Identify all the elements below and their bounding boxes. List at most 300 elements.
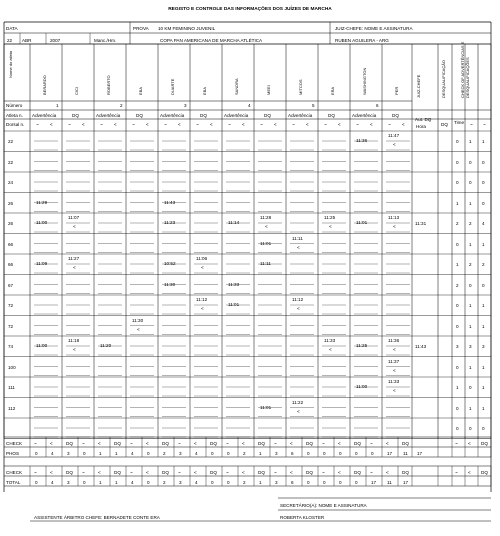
athlete-total: 1: [469, 139, 472, 144]
lt-label: <: [210, 122, 213, 127]
secretario-value: ROBERTA KLOSTER: [280, 515, 325, 520]
athlete-total: 1: [469, 364, 472, 370]
judge-name: EBA: [138, 86, 143, 95]
footer-phos-cell: 6: [291, 451, 294, 456]
footer-total-cell: 6: [291, 480, 294, 485]
mark-time: 11:23: [164, 220, 176, 225]
footer-phos-cell: 11: [403, 451, 408, 456]
athlete-total: 0: [482, 282, 485, 288]
mark-time: 11:18: [68, 338, 80, 343]
athlete-total: 3: [469, 344, 472, 349]
athlete-dorsal: 26: [8, 221, 14, 226]
athlete-total: 3: [482, 344, 485, 349]
mark-symbol: <: [393, 367, 396, 373]
footer-total-label: TOTAL: [6, 480, 21, 485]
footer-check-cell: ~: [34, 470, 37, 475]
mark-time: 11:47: [388, 133, 400, 138]
athlete-dorsal: 100: [8, 364, 16, 370]
footer-check-cell: ~: [455, 441, 458, 446]
lt-label: <: [82, 122, 85, 127]
mark-symbol: <: [393, 142, 396, 147]
footer-total-cell: 3: [179, 480, 182, 485]
lt-label: <: [306, 122, 309, 127]
footer-check-cell: DQ: [210, 470, 217, 475]
athlete-name-header: Nome do atleta: [8, 50, 13, 78]
footer-check-cell: ~: [455, 470, 458, 475]
footer-phos-cell: 3: [179, 451, 182, 456]
hora-label: Hora: [416, 124, 426, 129]
footer-phos-cell: 17: [387, 451, 393, 456]
footer-total-cell: 0: [339, 480, 342, 485]
mark-time: 11:07: [68, 215, 80, 220]
mark-symbol: <: [73, 347, 76, 352]
athlete-total: 0: [469, 385, 472, 390]
athlete-total: 0: [456, 139, 459, 144]
footer-phos-cell: 0: [35, 451, 38, 456]
footer-phos-cell: 0: [307, 451, 310, 456]
mark-time: 11:33: [324, 338, 336, 343]
athlete-total: 0: [482, 159, 485, 165]
footer-phos-cell: 1: [99, 451, 102, 456]
footer-total-cell: 2: [243, 480, 246, 485]
judge-number: 3: [184, 103, 187, 108]
lt-label: <: [178, 122, 181, 127]
mark-time: 11:01: [356, 220, 368, 225]
footer-check-cell: DQ: [481, 470, 488, 475]
athlete-total: 1: [482, 385, 485, 390]
footer-check-cell: <: [386, 441, 389, 446]
mark-symbol: <: [297, 306, 300, 311]
atleta-label: Atleta n.: [6, 113, 23, 118]
judge-name: CICI: [74, 87, 79, 95]
footer-check-cell: DQ: [402, 441, 409, 446]
athlete-total: 1: [456, 200, 459, 206]
form-title: REGISTO E CONTROLE DAS INFORMAÇÕES DOS JUÍZES DE MARCHA: [168, 7, 332, 12]
mark-time: 11:29: [36, 199, 48, 205]
dq-label: DQ: [392, 113, 399, 118]
athlete-dorsal: 22: [8, 159, 14, 165]
footer-check2-label: CHECK: [6, 470, 23, 475]
athlete-total: 0: [456, 303, 459, 308]
mark-symbol: <: [73, 265, 76, 270]
lt-label: <: [114, 122, 117, 127]
judge-name: BERARDO: [42, 75, 47, 95]
lt-label: <: [402, 122, 405, 127]
footer-check-cell: DQ: [210, 441, 217, 446]
mark-time: 11:11: [260, 261, 271, 266]
mark-time: 11:00: [36, 220, 48, 225]
athlete-total: 2: [482, 262, 485, 267]
judge-number: 5: [312, 103, 315, 108]
footer-check-cell: ~: [130, 470, 133, 475]
athlete-total: 1: [482, 303, 485, 308]
judge-number: 2: [120, 103, 123, 108]
prova-value: 10 KM FEMININO JUVENIL: [158, 26, 216, 31]
mark-symbol: <: [73, 224, 76, 229]
athlete-dorsal: 74: [8, 344, 14, 349]
mark-time: 11:22: [292, 399, 304, 405]
athlete-total: 2: [469, 221, 472, 226]
tilde-label: ~: [164, 122, 167, 127]
mark-symbol: <: [265, 224, 268, 229]
tilde-label: ~: [36, 122, 39, 127]
judge-number: 6: [376, 103, 379, 108]
check-header: CHECK OF ADVERTÊNCIAS E DESQUALIFICAÇÕES: [460, 41, 470, 98]
footer-phos-cell: 2: [243, 451, 246, 456]
footer-check-cell: ~: [82, 441, 85, 446]
mark-symbol: <: [393, 224, 396, 229]
footer-phos-cell: 3: [275, 451, 278, 456]
footer-phos-cell: 0: [211, 451, 214, 456]
athlete-total: 4: [482, 221, 485, 226]
athlete-dorsal: 72: [8, 303, 14, 308]
footer-check-cell: <: [338, 441, 341, 446]
athlete-dorsal: 111: [8, 385, 15, 390]
footer-check-cell: <: [290, 470, 293, 475]
footer-check-cell: ~: [274, 441, 277, 446]
dq-label: DQ: [328, 113, 335, 118]
dq-label: DQ: [136, 113, 143, 118]
athlete-total: 2: [456, 282, 459, 288]
tilde-label: ~: [470, 122, 473, 127]
footer-check-cell: <: [146, 470, 149, 475]
footer-check-cell: ~: [130, 441, 133, 446]
mark-symbol: <: [329, 224, 332, 229]
lt-label: <: [146, 122, 149, 127]
footer-total-cell: 4: [131, 480, 134, 485]
judge-name: SANDRA: [234, 78, 239, 95]
lt-label: <: [370, 122, 373, 127]
mark-time: 11:12: [196, 297, 208, 302]
tilde-label: ~: [356, 122, 359, 127]
tilde-label: ~: [132, 122, 135, 127]
mark-time: 11:20: [100, 343, 112, 348]
footer-check-cell: DQ: [402, 470, 409, 475]
footer-phos-cell: 0: [83, 451, 86, 456]
athlete-total: 0: [456, 180, 459, 185]
athlete-total: 0: [456, 323, 459, 329]
adv-label: Advertência: [352, 113, 377, 118]
athlete-dorsal: 24: [8, 180, 14, 185]
athlete-total: 3: [456, 344, 459, 349]
athlete-total: 1: [482, 405, 485, 411]
footer-check-cell: DQ: [114, 441, 121, 446]
athlete-total: 1: [469, 323, 472, 329]
adv-label: Advertência: [160, 113, 185, 118]
mark-time: 11:06: [196, 256, 208, 261]
footer-phos-cell: 0: [227, 451, 230, 456]
tilde-label: ~: [228, 122, 231, 127]
footer-check-cell: ~: [322, 470, 325, 475]
footer-check-cell: <: [468, 441, 471, 446]
footer-total-cell: 3: [67, 480, 70, 485]
athlete-dorsal: 112: [8, 405, 16, 411]
prova-label: PROVA: [133, 26, 149, 31]
athlete-total: 1: [482, 364, 485, 370]
footer-total-cell: 0: [147, 480, 150, 485]
footer-check-cell: DQ: [481, 441, 488, 446]
footer-check-cell: <: [468, 470, 471, 475]
juiz-chefe-time: 11:31: [415, 221, 427, 226]
mark-time: 10:52: [164, 261, 176, 266]
mark-time: 11:27: [68, 256, 80, 261]
mark-time: 11:01: [260, 404, 272, 410]
athlete-total: 0: [456, 241, 459, 247]
juiz-chefe-label: JUIZ-CHEFE: NOME E ASSINATURA: [335, 26, 413, 31]
footer-check-cell: ~: [226, 470, 229, 475]
judge-name: ROBERTO: [106, 75, 111, 95]
footer-check-cell: <: [338, 470, 341, 475]
data-label: DATA: [6, 26, 18, 31]
athlete-dorsal: 26: [8, 200, 14, 206]
lt-label: <: [50, 122, 53, 127]
judge-name: DUARTE: [170, 78, 175, 95]
athlete-total: 0: [469, 159, 472, 165]
footer-phos-cell: 0: [339, 451, 342, 456]
footer-check-cell: <: [242, 441, 245, 446]
mark-time: 11:00: [36, 343, 48, 348]
footer-phos-cell: 1: [115, 451, 118, 456]
mark-time: 11:13: [388, 215, 400, 220]
footer-check-cell: <: [98, 441, 101, 446]
footer-phos-cell: 0: [323, 451, 326, 456]
judge-name: ERA: [330, 86, 335, 95]
footer-phos-label: PHOS: [6, 451, 20, 456]
mark-time: 11:43: [164, 199, 176, 205]
mark-time: 11:33: [388, 379, 400, 384]
mark-symbol: <: [201, 265, 204, 270]
footer-total-cell: 2: [163, 480, 166, 485]
footer-check-cell: <: [146, 441, 149, 446]
competition-name: COPA PAN AMERICANA DE MARCHA ATLÉTICA: [160, 38, 263, 43]
footer-phos-cell: 0: [355, 451, 358, 456]
footer-total-cell: 0: [323, 480, 326, 485]
athlete-dorsal: 67: [8, 282, 14, 288]
footer-total-cell: 0: [307, 480, 310, 485]
tilde-label: ~: [292, 122, 295, 127]
footer-total-cell: 1: [99, 480, 102, 485]
footer-total-cell: 17: [371, 480, 377, 485]
mark-time: 11:01: [228, 302, 240, 307]
secretario-label: SECRETÁRIO(A): NOME E ASSINATURA: [280, 503, 367, 508]
juiz-chefe-header: JUIZ-CHEFE: [416, 74, 421, 98]
footer-total-cell: 0: [211, 480, 214, 485]
footer-phos-cell: 4: [131, 451, 134, 456]
mark-time: 11:30: [132, 317, 144, 323]
footer-check-cell: DQ: [162, 470, 169, 475]
footer-total-cell: 3: [275, 480, 278, 485]
footer-check-cell: DQ: [114, 470, 121, 475]
lt-label: <: [338, 122, 341, 127]
time-label: Time: [454, 120, 465, 125]
judge-name: EBA: [202, 86, 207, 95]
athlete-total: 0: [469, 426, 472, 431]
athlete-total: 1: [482, 323, 485, 329]
footer-check-cell: DQ: [354, 470, 361, 475]
mark-symbol: <: [137, 326, 140, 332]
dq-header: DESQUALIFICAÇÃO: [441, 59, 446, 98]
dq-label: DQ: [72, 113, 79, 118]
footer-total-cell: 0: [83, 480, 86, 485]
footer-check-cell: <: [194, 470, 197, 475]
mark-time: 11:09: [36, 261, 48, 266]
footer-total-cell: 0: [227, 480, 230, 485]
judge-number: 1: [56, 103, 59, 108]
footer-phos-cell: 4: [51, 451, 54, 456]
athlete-total: 0: [469, 180, 472, 185]
mark-symbol: <: [393, 347, 396, 352]
footer-check-cell: <: [194, 441, 197, 446]
judge-name: PER: [394, 86, 399, 95]
juiz-chefe-time: 11:43: [415, 344, 427, 349]
juiz-chefe-value: RUBEN AGUILERA - ARG: [335, 38, 389, 43]
athlete-total: 1: [456, 262, 459, 267]
mark-symbol: <: [297, 244, 300, 250]
athlete-total: 0: [482, 180, 485, 185]
footer-check-cell: ~: [274, 470, 277, 475]
lt-label: <: [242, 122, 245, 127]
mark-time: 11:25: [356, 343, 368, 348]
judge-name: MITCOS: [298, 79, 303, 95]
athlete-total: 0: [456, 364, 459, 370]
mark-time: 11:12: [292, 297, 304, 302]
footer-phos-cell: 1: [259, 451, 262, 456]
date-month: ABR: [22, 38, 32, 43]
date-year: 2007: [50, 38, 61, 43]
lt-label: <: [274, 122, 277, 127]
footer-check-cell: <: [290, 441, 293, 446]
footer-check-cell: DQ: [306, 470, 313, 475]
footer-check-cell: DQ: [162, 441, 169, 446]
athlete-total: 0: [482, 426, 485, 431]
footer-check-cell: ~: [370, 470, 373, 475]
athlete-total: 1: [469, 200, 472, 206]
footer-phos-cell: 0: [147, 451, 150, 456]
footer-total-cell: 17: [403, 480, 409, 485]
adv-label: Advertência: [96, 113, 121, 118]
footer-total-cell: 0: [355, 480, 358, 485]
date-day: 22: [7, 38, 13, 43]
footer-check-cell: <: [50, 470, 53, 475]
mark-time: 11:30: [164, 281, 176, 287]
adv-label: Advertência: [288, 113, 313, 118]
footer-phos-cell: 3: [67, 451, 70, 456]
assistant-label: ASSISTENTE ÁRBITRO CHEFE: BERNADETE CONTE ERA: [34, 515, 160, 520]
tilde-label: ~: [483, 122, 486, 127]
tilde-label: ~: [100, 122, 103, 127]
athlete-total: 1: [482, 241, 485, 247]
tilde-label: ~: [388, 122, 391, 127]
footer-total-cell: 0: [35, 480, 38, 485]
footer-check-cell: <: [98, 470, 101, 475]
dorsal-label: Dorsal n.: [6, 122, 25, 127]
footer-check-cell: DQ: [258, 441, 265, 446]
footer-check-cell: ~: [34, 441, 37, 446]
mark-time: 11:14: [228, 220, 240, 225]
tilde-label: ~: [260, 122, 263, 127]
athlete-total: 1: [456, 385, 459, 390]
footer-check-cell: ~: [226, 441, 229, 446]
footer-check-cell: ~: [370, 441, 373, 446]
aut-dq-label: Aut. DQ: [415, 117, 432, 122]
adv-label: Advertência: [32, 113, 57, 118]
tilde-label: ~: [324, 122, 327, 127]
footer-check-cell: DQ: [66, 470, 73, 475]
dq-label: DQ: [441, 122, 448, 127]
mark-time: 11:33: [228, 281, 240, 287]
local-label: Manc./Hm.: [94, 38, 117, 43]
mark-time: 11:25: [324, 215, 336, 220]
athlete-total: 0: [482, 200, 485, 206]
footer-check-cell: DQ: [354, 441, 361, 446]
footer-check-cell: DQ: [66, 441, 73, 446]
numero-label: Número: [6, 103, 23, 108]
mark-time: 11:00: [356, 384, 368, 389]
footer-check-cell: ~: [322, 441, 325, 446]
mark-symbol: <: [201, 306, 204, 311]
mark-symbol: <: [297, 408, 300, 414]
footer-total-cell: 11: [387, 480, 392, 485]
mark-time: 11:28: [260, 215, 272, 220]
footer-phos-cell: 0: [371, 451, 374, 456]
footer-phos-cell: 2: [163, 451, 166, 456]
footer-check-cell: <: [242, 470, 245, 475]
footer-check-cell: ~: [178, 441, 181, 446]
athlete-dorsal: 66: [8, 262, 14, 267]
dq-label: DQ: [200, 113, 207, 118]
athlete-total: 0: [469, 282, 472, 288]
mark-time: 11:01: [260, 240, 272, 246]
judge-number: 4: [248, 103, 251, 108]
athlete-total: 0: [456, 159, 459, 165]
mark-symbol: <: [329, 347, 332, 352]
mark-symbol: <: [393, 388, 396, 393]
footer-check-cell: <: [50, 441, 53, 446]
mark-time: 11:36: [356, 138, 368, 143]
judge-name: WASHINGTON: [362, 67, 367, 95]
footer-check-cell: <: [386, 470, 389, 475]
athlete-dorsal: 22: [8, 139, 14, 144]
mark-time: 11:11: [292, 235, 303, 241]
dq-label: DQ: [264, 113, 271, 118]
adv-label: Advertência: [224, 113, 249, 118]
footer-total-cell: 1: [115, 480, 118, 485]
footer-total-cell: 4: [51, 480, 54, 485]
athlete-dorsal: 66: [8, 241, 14, 247]
athlete-total: 1: [469, 405, 472, 411]
tilde-label: ~: [68, 122, 71, 127]
footer-phos-cell: 17: [417, 451, 423, 456]
athlete-total: 2: [456, 221, 459, 226]
athlete-dorsal: 72: [8, 323, 14, 329]
footer-check-label: CHECK: [6, 441, 23, 446]
mark-time: 11:36: [388, 338, 400, 343]
footer-total-cell: 4: [195, 480, 198, 485]
athlete-total: 1: [469, 241, 472, 247]
athlete-total: 0: [456, 426, 459, 431]
footer-check-cell: ~: [82, 470, 85, 475]
athlete-total: 2: [469, 262, 472, 267]
footer-check-cell: DQ: [258, 470, 265, 475]
footer-check-cell: DQ: [306, 441, 313, 446]
athlete-total: 1: [482, 139, 485, 144]
mark-time: 11:37: [388, 358, 400, 364]
footer-total-cell: 1: [259, 480, 262, 485]
footer-phos-cell: 4: [195, 451, 198, 456]
tilde-label: ~: [196, 122, 199, 127]
footer-check-cell: ~: [178, 470, 181, 475]
judge-name: MEEI: [266, 85, 271, 95]
